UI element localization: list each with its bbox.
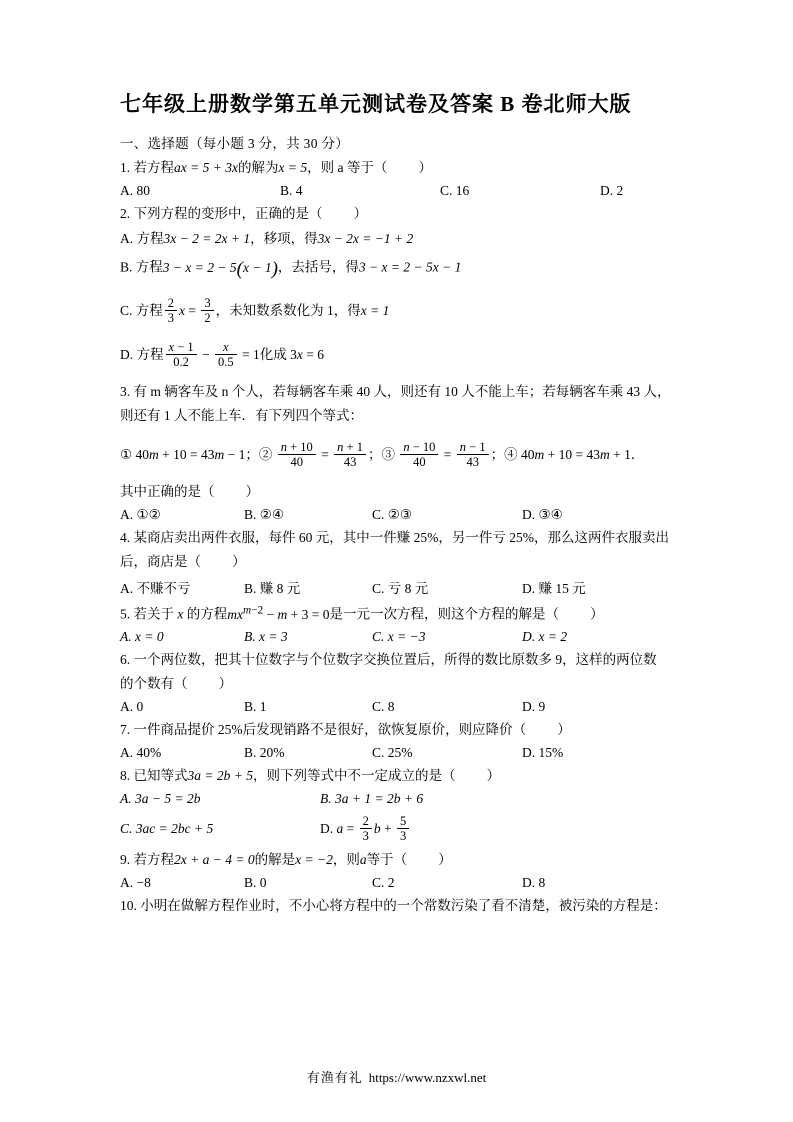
q8-math: 3a = 2b + 5 [187,768,253,784]
q6-option-c[interactable]: C. 8 [372,699,395,715]
q2c-math2: x = 1 [360,303,390,319]
q3-option-b[interactable]: B. ②④ [244,507,284,523]
q5-option-b[interactable]: B. x = 3 [244,629,288,645]
q9-stem-post2: 等于（ [366,852,408,868]
q1-stem-pre: 1. 若方程 [120,160,174,175]
q7-option-b[interactable]: B. 20% [244,745,285,761]
q9-option-a[interactable]: A. −8 [120,875,151,891]
q2-stem: 2. 下列方程的变形中，正确的是（ [120,205,323,221]
question-7-options [120,745,721,761]
question-9 [120,850,721,871]
q6-line2-text: 的个数有（ [120,676,188,692]
q8-stem-end: ） [486,768,501,784]
watermark-url: https://www.nzxwl.net [368,1070,487,1085]
q2d-math: $\frac{x - 1}{0.2}$ − $\frac{x}{0.5}$ = 1 [164,347,260,362]
q7-option-d[interactable]: D. 15% [522,745,564,761]
question-3-options [120,507,721,523]
question-5-options [120,629,721,645]
q9-math: 2x + a − 4 = 0 [174,852,255,868]
q2d-label: D. 方程 [120,347,164,363]
q3-option-a[interactable]: A. ①② [120,507,161,523]
page-footer [0,1067,793,1086]
question-2 [120,204,721,225]
question-4-line1: 4. 某商店卖出两件衣服，每件 60 元，其中一件赚 25%，另一件亏 25%，那么这两件衣服卖出 [120,530,669,546]
q4-line2-text: 后，商店是（ [120,554,201,570]
q9-option-b[interactable]: B. 0 [244,875,267,891]
q3-tail-text: 其中正确的是（ [120,484,215,500]
question-3-line1: 3. 有 m 辆客车及 n 个人，若每辆客车乘 40 人，则还有 10 人不能上车；若每辆客车乘 43 人， [120,384,671,400]
q2a-math: 3x − 2 = 2x + 1 [163,230,251,246]
q2b-math2: 3 − x = 2 − 5x − 1 [358,259,462,275]
question-9-options [120,875,721,891]
q4-option-d[interactable]: D. 赚 15 元 [522,581,586,596]
q2b-mid: ，去括号，得 [277,259,359,275]
q9-stem-mid: 的解是 [254,852,296,868]
question-6-line1: 6. 一个两位数，把其十位数字与个位数字交换位置后，所得的数比原数多 9，这样的两位数 [120,652,657,668]
q6-option-d[interactable]: D. 9 [522,699,546,715]
q1-stem-post: ，则 a 等于（ [307,160,388,175]
q2-option-b[interactable] [120,254,721,283]
watermark-label: 有渔有礼 [306,1070,363,1085]
q5-var: x [177,606,184,622]
question-5 [120,602,721,625]
q1-option-c[interactable]: C. 16 [440,182,470,198]
q9-option-c[interactable]: C. 2 [372,875,395,891]
question-8-options-row1 [120,791,721,807]
q5-stem-mid: 的方程 [186,606,228,622]
question-3-formulas: ① 40m + 10 = 43m − 1；② $\frac{n + 10}{40}$ = $\frac{n + 1}{43}$ ；③ $\frac{n - 10}{40}$ = $\frac{n - 1}{43}$ ；④ 40m + 10 = 43m + 1． [120,439,645,470]
q5-option-d[interactable]: D. x = 2 [522,629,568,645]
q2-option-c[interactable] [120,294,721,327]
q1-option-b[interactable]: B. 4 [280,182,303,198]
question-8 [120,766,721,787]
question-1 [120,158,721,179]
q9-math2: x = −2 [295,852,333,868]
q2a-mid: ，移项，得 [250,230,318,246]
q8-option-b[interactable]: B. 3a + 1 = 2b + 6 [320,791,424,807]
q6-option-a[interactable]: A. 0 [120,699,144,715]
q2b-label: B. 方程 [120,259,163,275]
q3-option-c[interactable]: C. ②③ [372,507,412,523]
question-6-line2 [120,674,721,695]
q1-stem-end: ） [418,160,432,175]
q7-stem: 7. 一件商品提价 25%后发现销路不是很好，欲恢复原价，则应降价（ [120,722,527,738]
q2-option-d[interactable] [120,338,721,371]
q2c-math: $\frac{2}{3}$ x = $\frac{3}{2}$ [163,303,216,318]
question-4-line2 [120,552,721,573]
q9-stem-end: ） [438,852,452,868]
q9-option-d[interactable]: D. 8 [522,875,546,891]
q4-option-a[interactable]: A. 不赚不亏 [120,581,191,596]
section-heading: 一、选择题（每小题 3 分，共 30 分） [120,136,350,151]
q7-option-c[interactable]: C. 25% [372,745,413,761]
q1-math-1: ax = 5 + 3x [174,160,238,175]
q5-stem-pre: 5. 若关于 [120,606,174,622]
q4-option-c[interactable]: C. 亏 8 元 [372,581,429,596]
q5-stem-end: ） [590,606,604,622]
question-1-options [120,183,721,199]
q5-option-c[interactable]: C. x = −3 [372,629,426,645]
question-8-options-row2 [120,812,721,845]
question-3-tail [120,482,721,503]
q8-stem-pre: 8. 已知等式 [120,768,188,784]
q1-option-d[interactable]: D. 2 [600,182,624,198]
q3-option-d[interactable]: D. ③④ [522,507,563,523]
q2c-label: C. 方程 [120,303,163,319]
q1-math-2: x = 5 [278,160,308,175]
q3-tail-end: ） [245,484,260,500]
q1-stem-mid: 的解为 [237,160,279,175]
question-4-options [120,577,721,597]
question-7 [120,720,721,741]
q2-option-a[interactable] [120,229,721,250]
q5-math: $mx^{m-2} - m + 3 = 0$ [227,604,330,622]
question-3-line2: 则还有 1 人不能上车．有下列四个等式： [120,408,363,424]
q7-option-a[interactable]: A. 40% [120,745,162,761]
q2a-math2: 3x − 2x = −1 + 2 [317,230,414,246]
q9-stem-post: ，则 [332,852,360,868]
q8-option-d[interactable]: D. a = $\frac{2}{3}$ b + $\frac{5}{3}$ [320,812,411,845]
q4-option-b[interactable]: B. 赚 8 元 [244,581,301,596]
q2-stem-end: ） [353,205,368,221]
q2b-math: 3 − x = 2 − 5(x − 1) [162,257,278,279]
q7-stem-end: ） [557,722,571,738]
q6-option-b[interactable]: B. 1 [244,699,267,715]
q2a-label: A. 方程 [120,230,164,246]
q8-option-c[interactable]: C. 3ac = 2bc + 5 [120,821,214,837]
q5-stem-post: 是一元一次方程，则这个方程的解是（ [329,606,559,622]
q8-option-a[interactable]: A. 3a − 5 = 2b [120,791,201,807]
page-title: 七年级上册数学第五单元测试卷及答案 B 卷北师大版 [120,92,632,116]
q4-line2-end: ） [232,554,246,570]
q5-option-a[interactable]: A. x = 0 [120,629,164,645]
q6-line2-end: ） [218,676,233,692]
q2d-mid: 化成 3x = 6 [259,347,324,363]
q2c-mid: ，未知数系数化为 1，得 [215,303,361,319]
q9-var: a [359,852,367,868]
question-6-options [120,699,721,715]
q1-option-a[interactable]: A. 80 [120,182,150,198]
q9-stem-pre: 9. 若方程 [120,852,174,868]
question-10: 10. 小明在做解方程作业时，不小心将方程中的一个常数污染了看不清楚，被污染的方程是： [120,898,667,914]
q8-stem-post: ，则下列等式中不一定成立的是（ [253,768,456,784]
